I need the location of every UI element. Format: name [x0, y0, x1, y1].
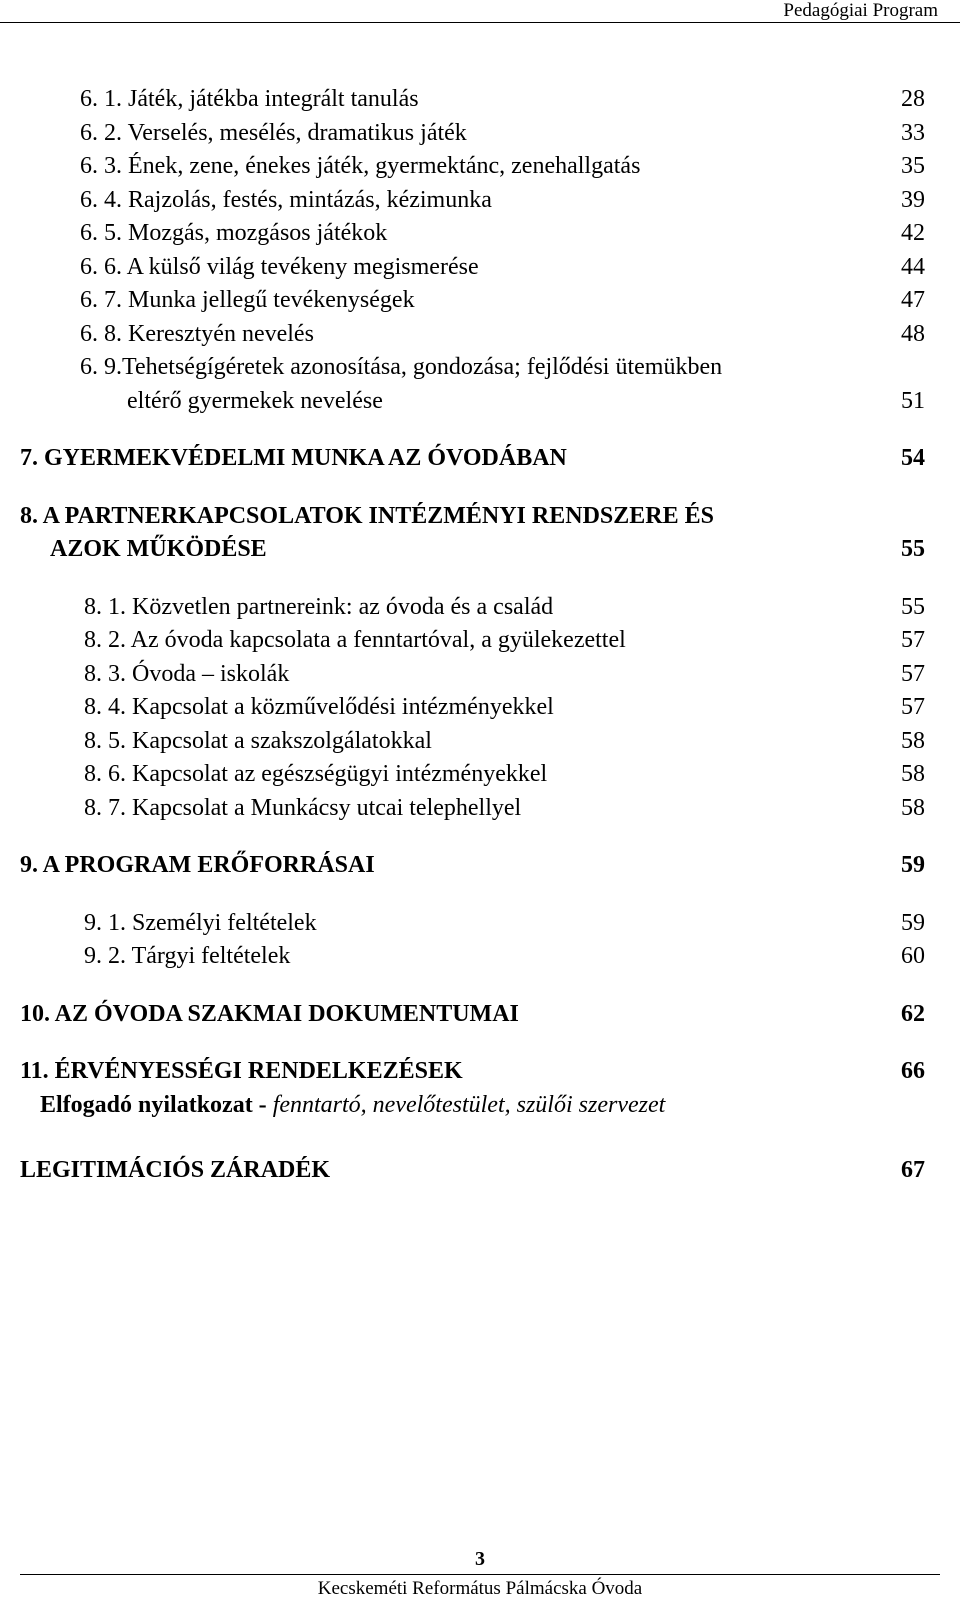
toc-entry-9-1[interactable] — [0, 907, 960, 941]
page-footer — [0, 1546, 960, 1599]
toc-page-number: 58 — [901, 761, 925, 787]
toc-entry-title: 7. GYERMEKVÉDELMI MUNKA AZ ÓVODÁBAN — [20, 445, 567, 471]
toc-entry-title: 6. 4. Rajzolás, festés, mintázás, kézimunka — [80, 186, 492, 213]
toc-entry-title: 6. 5. Mozgás, mozgásos játékok — [80, 220, 388, 246]
toc-entry-title: 6. 3. Ének, zene, énekes játék, gyermektánc, zenehallgatás — [80, 153, 641, 179]
toc-page-number: 62 — [901, 1000, 925, 1027]
toc-page-number: 42 — [901, 220, 925, 246]
page-number: 3 — [475, 1548, 485, 1570]
toc-entry-8[interactable] — [0, 500, 960, 534]
toc-entry-6-1[interactable] — [0, 83, 960, 117]
toc-entry-11[interactable] — [0, 1055, 960, 1089]
toc-page-number: 58 — [901, 794, 925, 821]
toc-entry-6-6[interactable] — [0, 251, 960, 285]
toc-entry-title: 8. A PARTNERKAPCSOLATOK INTÉZMÉNYI RENDSZERE ÉS — [20, 502, 714, 529]
toc-page-number: 57 — [901, 627, 925, 653]
toc-entry-8-6[interactable] — [0, 758, 960, 792]
toc-entry-title: AZOK MŰKÖDÉSE — [50, 536, 267, 562]
toc-page-number: 57 — [901, 694, 925, 720]
toc-entry-8-2[interactable] — [0, 624, 960, 658]
toc-entry-title: 6. 8. Keresztyén nevelés — [80, 320, 314, 347]
toc-entry-6-7[interactable] — [0, 284, 960, 318]
toc-entry-10[interactable] — [0, 998, 960, 1032]
toc-entry-title: 6. 9.Tehetségígéretek azonosítása, gondozása; fejlődési ütemükben — [80, 354, 723, 380]
toc-entry-title: 9. A PROGRAM ERŐFORRÁSAI — [20, 852, 375, 878]
toc-page-number: 55 — [901, 536, 925, 562]
toc-page-number: 48 — [901, 320, 925, 347]
footer-divider — [20, 1574, 940, 1575]
toc-entry-8-3[interactable] — [0, 658, 960, 692]
toc-entry-title: 8. 6. Kapcsolat az egészségügyi intézményekkel — [84, 761, 548, 787]
toc-entry-title: 8. 5. Kapcsolat a szakszolgálatokkal — [84, 727, 432, 754]
toc-entry-title: 8. 4. Kapcsolat a közművelődési intézményekkel — [84, 694, 554, 720]
toc-note-acceptance — [0, 1089, 960, 1123]
toc-entry-title: 6. 1. Játék, játékba integrált tanulás — [80, 86, 419, 112]
toc-entry-title: 8. 3. Óvoda – iskolák — [84, 660, 290, 687]
toc-page-number: 47 — [901, 287, 925, 313]
toc-page-number: 66 — [901, 1058, 925, 1084]
toc-entry-9[interactable] — [0, 849, 960, 883]
toc-page-number: 58 — [901, 727, 925, 754]
footer-institution: Kecskeméti Református Pálmácska Óvoda — [317, 1578, 643, 1599]
toc-entry-title: 11. ÉRVÉNYESSÉGI RENDELKEZÉSEK — [20, 1058, 463, 1084]
toc-entry-title: 8. 7. Kapcsolat a Munkácsy utcai telephellyel — [84, 794, 522, 821]
toc-page-number: 35 — [901, 153, 925, 179]
toc-entry-6-5[interactable] — [0, 217, 960, 251]
page-header — [0, 0, 960, 23]
toc-page-number: 67 — [901, 1157, 925, 1183]
acceptance-statement — [40, 1089, 665, 1123]
toc-entry-8-4[interactable] — [0, 691, 960, 725]
toc-entry-legitimation[interactable] — [0, 1154, 960, 1188]
toc-entry-title: 6. 7. Munka jellegű tevékenységek — [80, 287, 415, 313]
toc-entry-title: 8. 2. Az óvoda kapcsolata a fenntartóval, a gyülekezettel — [84, 627, 626, 653]
toc-entry-title: 9. 2. Tárgyi feltételek — [84, 943, 291, 969]
toc-entry-title: eltérő gyermekek nevelése — [127, 387, 383, 414]
header-title: Pedagógiai Program — [783, 0, 938, 21]
toc-entry-7[interactable] — [0, 442, 960, 476]
toc-page-number: 44 — [901, 253, 925, 280]
toc-page-number: 54 — [901, 445, 925, 471]
toc-entry-6-9-continued[interactable] — [0, 385, 960, 419]
toc-page-number: 33 — [901, 119, 925, 146]
toc-entry-8-1[interactable] — [0, 591, 960, 625]
toc-page-number: 57 — [901, 660, 925, 687]
toc-entry-title: 6. 2. Verselés, mesélés, dramatikus játék — [80, 119, 467, 146]
toc-entry-title: LEGITIMÁCIÓS ZÁRADÉK — [20, 1157, 331, 1183]
acceptance-label: Elfogadó nyilatkozat - — [40, 1091, 273, 1118]
toc-entry-title: 6. 6. A külső világ tevékeny megismerése — [80, 253, 479, 280]
toc-page-number: 55 — [901, 593, 925, 620]
toc-entry-8-continued[interactable] — [0, 533, 960, 567]
toc-entry-6-8[interactable] — [0, 318, 960, 352]
toc-page-number: 28 — [901, 86, 925, 112]
toc-entry-8-5[interactable] — [0, 725, 960, 759]
acceptance-parties: fenntartó, nevelőtestület, szülői szervezet — [272, 1091, 666, 1118]
toc-entry-6-4[interactable] — [0, 184, 960, 218]
toc-page-number: 59 — [901, 852, 925, 878]
toc-page-number: 51 — [901, 387, 925, 414]
table-of-contents — [0, 83, 960, 1188]
toc-entry-title: 9. 1. Személyi feltételek — [84, 909, 317, 936]
toc-entry-title: 10. AZ ÓVODA SZAKMAI DOKUMENTUMAI — [20, 1000, 519, 1027]
toc-page-number: 60 — [901, 943, 925, 969]
toc-entry-8-7[interactable] — [0, 792, 960, 826]
toc-entry-6-2[interactable] — [0, 117, 960, 151]
toc-page-number: 59 — [901, 909, 925, 936]
toc-entry-6-9[interactable] — [0, 351, 960, 385]
toc-entry-title: 8. 1. Közvetlen partnereink: az óvoda és a család — [84, 593, 554, 620]
toc-entry-9-2[interactable] — [0, 940, 960, 974]
toc-entry-6-3[interactable] — [0, 150, 960, 184]
toc-page-number: 39 — [901, 186, 925, 213]
